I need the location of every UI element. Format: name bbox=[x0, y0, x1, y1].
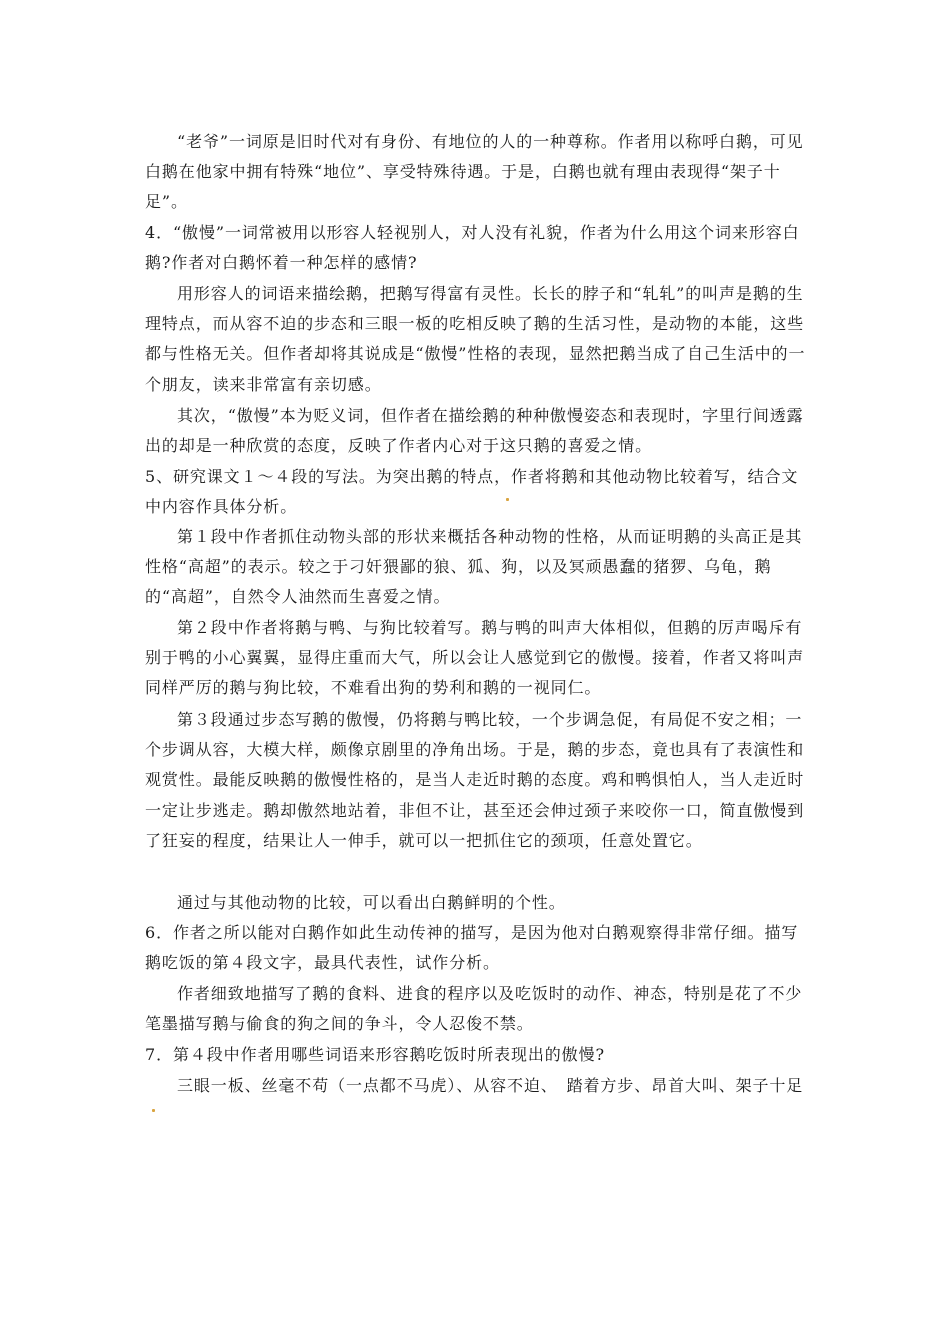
answer-5-paragraph-2: 第２段中作者将鹅与鸭、与狗比较着写。鹅与鸭的叫声大体相似，但鹅的厉声喝斥有别于鸭的小心翼翼，显得庄重而大气，所以会让人感觉到它的傲慢。接着，作者又将叫声同样严厉的鹅与狗比较，不难看出狗的势利和鹅的一视同仁。 bbox=[145, 618, 805, 698]
answer-5-paragraph-3: 第３段通过步态写鹅的傲慢，仍将鹅与鸭比较，一个步调急促，有局促不安之相；一个步调从容，大模大样，颇像京剧里的净角出场。于是，鹅的步态，竟也具有了表演性和观赏性。最能反映鹅的傲慢性格的，是当人走近时鹅的态度。鸡和鸭惧怕人，当人走近时一定让步逃走。鹅却傲然地站着，非但不让，甚至还会伸过颈子来咬你一口，简直傲慢到了狂妄的程度，结果让人一伸手，就可以一把抓住它的颈项，任意处置它。 bbox=[145, 710, 805, 850]
answer-4-part-2: 其次，“傲慢”本为贬义词，但作者在描绘鹅的种种傲慢姿态和表现时，字里行间透露出的却是一种欣赏的态度，反映了作者内心对于这只鹅的喜爱之情。 bbox=[145, 406, 804, 456]
scan-artifact-dot bbox=[506, 498, 509, 501]
scan-artifact-dot bbox=[152, 1109, 155, 1112]
question-7: 7．第４段中作者用哪些词语来形容鹅吃饭时所表现出的傲慢? bbox=[145, 1045, 605, 1064]
answer-5-summary: 通过与其他动物的比较，可以看出白鹅鲜明的个性。 bbox=[177, 893, 566, 912]
question-4: 4．“傲慢”一词常被用以形容人轻视别人，对人没有礼貌，作者为什么用这个词来形容白鹅?作者对白鹅怀着一种怎样的感情? bbox=[145, 223, 800, 273]
answer-6: 作者细致地描写了鹅的食料、进食的程序以及吃饭时的动作、神态，特别是花了不少笔墨描写鹅与偷食的狗之间的争斗，令人忍俊不禁。 bbox=[145, 984, 803, 1034]
answer-4-part-1: 用形容人的词语来描绘鹅，把鹅写得富有灵性。长长的脖子和“轧轧”的叫声是鹅的生理特点，而从容不迫的步态和三眼一板的吃相反映了鹅的生活习性，是动物的本能，这些都与性格无关。但作者却将其说成是“傲慢”性格的表现，显然把鹅当成了自己生活中的一个朋友，读来非常富有亲切感。 bbox=[145, 284, 806, 394]
question-6: 6．作者之所以能对白鹅作如此生动传神的描写，是因为他对白鹅观察得非常仔细。描写鹅吃饭的第４段文字，最具代表性，试作分析。 bbox=[145, 923, 799, 973]
answer-5-paragraph-1: 第１段中作者抓住动物头部的形状来概括各种动物的性格，从而证明鹅的头高正是其性格“高超”的表示。较之于刁奸猥鄙的狼、狐、狗，以及冥顽愚蠢的猪猡、乌龟，鹅的“高超”，自然令人油然而生喜爱之情。 bbox=[145, 527, 803, 607]
answer-7: 三眼一板、丝毫不苟（一点都不马虎）、从容不迫、 踏着方步、昂首大叫、架子十足 bbox=[177, 1076, 804, 1095]
question-5: 5、研究课文１～４段的写法。为突出鹅的特点，作者将鹅和其他动物比较着写，结合文中内容作具体分析。 bbox=[145, 467, 799, 517]
paragraph-laoye-explanation: “老爷”一词原是旧时代对有身份、有地位的人的一种尊称。作者用以称呼白鹅，可见白鹅在他家中拥有特殊“地位”、享受特殊待遇。于是，白鹅也就有理由表现得“架子十足”。 bbox=[145, 132, 804, 212]
